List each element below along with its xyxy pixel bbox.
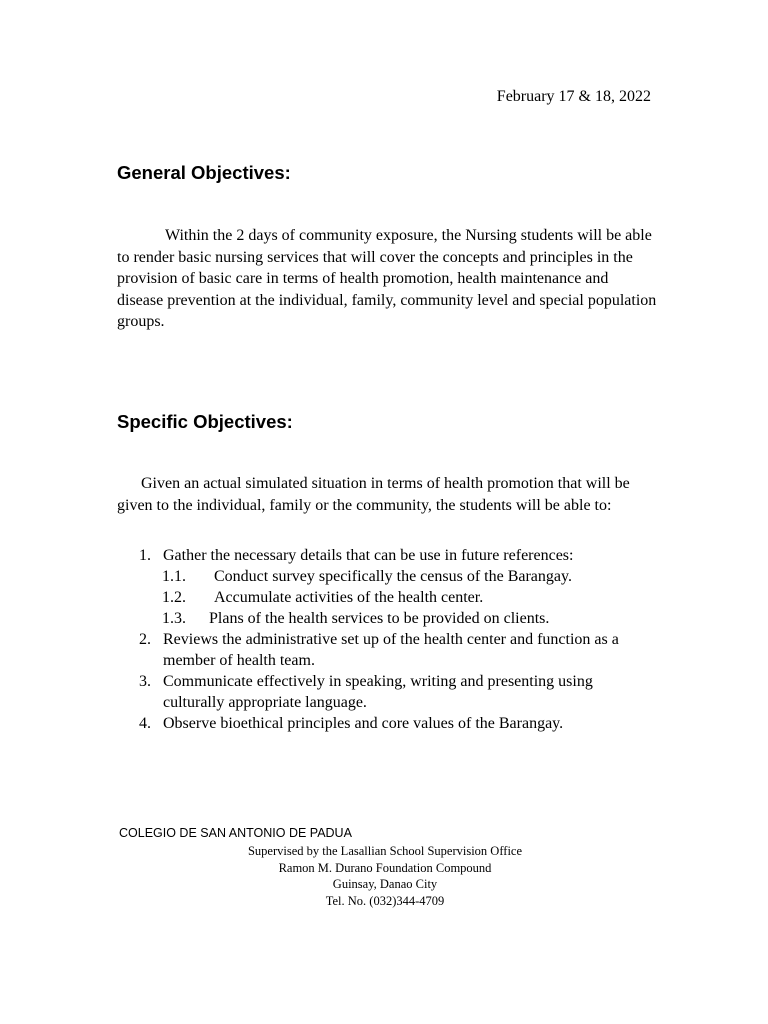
list-subitem-number: 1.2. [162,589,186,606]
list-subitem [117,587,657,608]
footer-school-name: COLEGIO DE SAN ANTONIO DE PADUA [119,826,352,840]
list-subitem-number: 1.1. [162,568,186,585]
list-subitem [117,566,657,587]
list-subitem [117,608,657,629]
general-objectives-paragraph: Within the 2 days of community exposure, the Nursing students will be able to render basic nursing services that will cover the concepts and principles in the provision of basic care in terms of health promotion, health maintenance and disease prevention at the individual, family, community level and special population groups. [117,227,657,330]
general-objectives-heading: General Objectives: [117,162,291,183]
list-subitem-text: Accumulate activities of the health center. [214,589,484,606]
list-item-number: 3. [139,673,151,690]
list-item-text: Gather the necessary details that can be use in future references: [163,547,574,564]
list-item [117,713,657,734]
list-item-text: Communicate effectively in speaking, writing and presenting using culturally appropriate language. [163,673,593,711]
list-item-number: 1. [139,547,151,564]
list-item-text: Reviews the administrative set up of the health center and function as a member of health team. [163,631,619,669]
list-subitem-text: Conduct survey specifically the census of the Barangay. [214,568,572,585]
footer-address-block [185,843,585,909]
list-item [117,671,657,713]
footer-telephone-line: Tel. No. (032)344-4709 [325,893,445,908]
footer-supervised-line: Supervised by the Lasallian School Supervision Office [247,844,523,858]
specific-objectives-intro: Given an actual simulated situation in terms of health promotion that will be given to the individual, family or the community, the students will be able to: [117,475,630,514]
specific-objectives-list [117,545,657,734]
document-date: February 17 & 18, 2022 [496,88,651,105]
specific-objectives-heading: Specific Objectives: [117,411,293,432]
list-item-number: 4. [139,715,151,732]
footer-location-line: Guinsay, Danao City [332,877,438,891]
list-item [117,629,657,671]
footer-compound-line: Ramon M. Durano Foundation Compound [278,860,492,875]
list-item [117,545,657,566]
list-subitem-number: 1.3. [162,610,186,627]
list-item-text: Observe bioethical principles and core values of the Barangay. [163,715,564,732]
list-subitem-text: Plans of the health services to be provided on clients. [209,610,550,627]
list-item-number: 2. [139,631,151,648]
